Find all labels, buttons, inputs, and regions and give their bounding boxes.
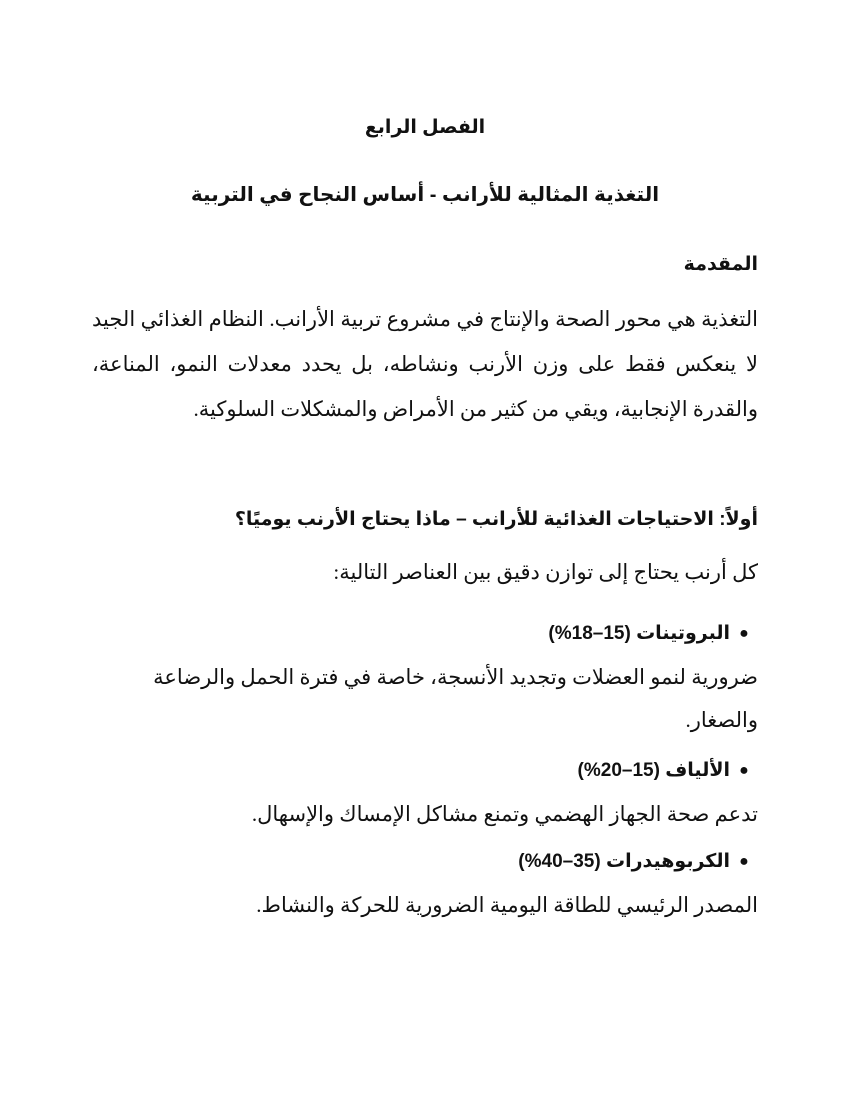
- bullet-icon: ●: [739, 853, 749, 870]
- section-heading: أولاً: الاحتياجات الغذائية للأرانب – ماذا يحتاج الأرنب يوميًا؟: [234, 509, 758, 530]
- nutrient-description: ضرورية لنمو العضلات وتجديد الأنسجة، خاصة في فترة الحمل والرضاعة والصغار.: [153, 665, 758, 732]
- nutrient-description: تدعم صحة الجهاز الهضمي وتمنع مشاكل الإمساك والإسهال.: [251, 802, 758, 826]
- bullet-icon: ●: [739, 625, 749, 642]
- chapter-title: الفصل الرابع: [364, 117, 486, 138]
- bullet-icon: ●: [739, 762, 749, 779]
- nutrient-item-fiber: [92, 757, 758, 836]
- nutrient-title: الكربوهيدرات (35–40%): [518, 851, 730, 872]
- nutrient-title: الألياف (15–20%): [577, 760, 730, 781]
- nutrient-item-carbohydrates: [92, 848, 758, 927]
- chapter-subtitle: التغذية المثالية للأرانب - أساس النجاح في التربية: [190, 184, 660, 206]
- document-page: [92, 0, 758, 1100]
- nutrient-item-proteins: [92, 620, 758, 742]
- intro-paragraph: التغذية هي محور الصحة والإنتاج في مشروع تربية الأرانب. النظام الغذائي الجيد لا ينعكس فقط على وزن الأرنب ونشاطه، بل يحدد معدلات النمو، المناعة، والقدرة الإنجابية، ويقي من كثير من الأمراض والمشكلات السلوكية.: [92, 307, 758, 421]
- intro-heading: المقدمة: [683, 254, 758, 275]
- section-lead: كل أرنب يحتاج إلى توازن دقيق بين العناصر التالية:: [333, 560, 758, 584]
- nutrient-title: البروتينات (15–18%): [548, 623, 730, 644]
- nutrient-description: المصدر الرئيسي للطاقة اليومية الضرورية للحركة والنشاط.: [256, 893, 758, 917]
